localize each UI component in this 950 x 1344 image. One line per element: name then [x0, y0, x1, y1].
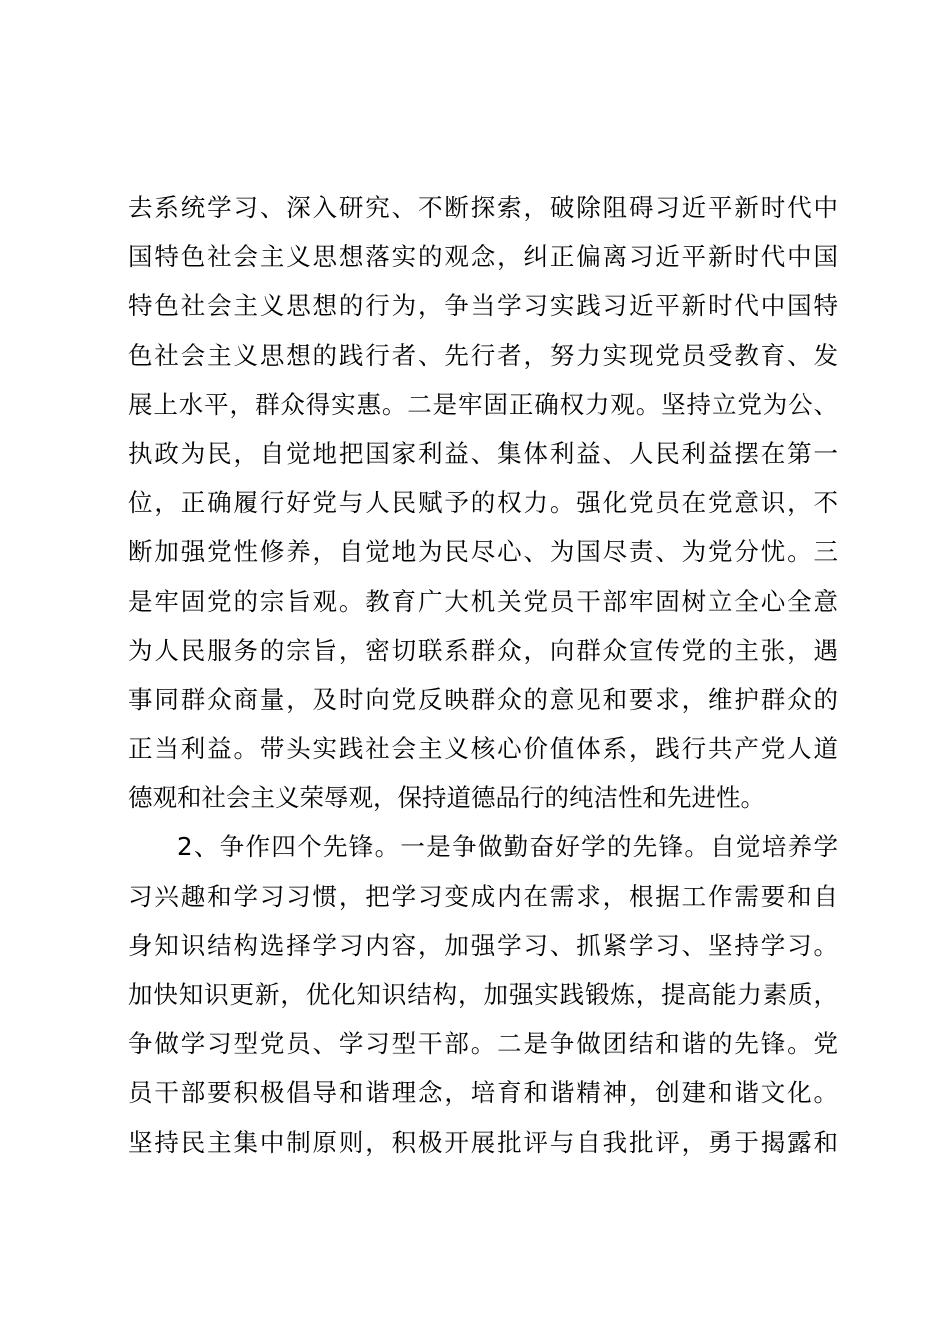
text-line: 色社会主义思想的践行者、先行者，努力实现党员受教育、发 — [128, 340, 838, 370]
text-line: 是牢固党的宗旨观。教育广大机关党员干部牢固树立全心全意 — [128, 586, 838, 616]
text-line: 坚持民主集中制原则，积极开展批评与自我批评，勇于揭露和 — [128, 1127, 838, 1157]
text-line: 位，正确履行好党与人民赋予的权力。强化党员在党意识，不 — [128, 488, 838, 518]
text-line: 去系统学习、深入研究、不断探索，破除阻碍习近平新时代中 — [128, 193, 838, 222]
text-line-paragraph-start: 2、争作四个先锋。一是争做勤奋好学的先锋。自觉培养学 — [177, 832, 838, 862]
text-line: 习兴趣和学习习惯，把学习变成内在需求，根据工作需要和自 — [128, 881, 838, 911]
text-line: 事同群众商量，及时向党反映群众的意见和要求，维护群众的 — [128, 684, 838, 714]
text-line: 争做学习型党员、学习型干部。二是争做团结和谐的先锋。党 — [128, 1029, 838, 1059]
text-line: 为人民服务的宗旨，密切联系群众，向群众宣传党的主张，遇 — [128, 635, 838, 665]
text-line: 身知识结构选择学习内容，加强学习、抓紧学习、坚持学习。 — [128, 930, 838, 960]
text-line: 断加强党性修养，自觉地为民尽心、为国尽责、为党分忧。三 — [128, 537, 838, 567]
text-line: 员干部要积极倡导和谐理念，培育和谐精神，创建和谐文化。 — [128, 1078, 838, 1108]
text-line-paragraph-end: 德观和社会主义荣辱观，保持道德品行的纯洁性和先进性。 — [128, 783, 765, 813]
text-line: 特色社会主义思想的行为，争当学习实践习近平新时代中国特 — [128, 291, 838, 321]
text-line: 执政为民，自觉地把国家利益、集体利益、人民利益摆在第一 — [128, 438, 838, 468]
text-line: 展上水平，群众得实惠。二是牢固正确权力观。坚持立党为公、 — [128, 389, 838, 419]
text-line: 加快知识更新，优化知识结构，加强实践锻炼，提高能力素质， — [128, 980, 838, 1009]
text-line: 国特色社会主义思想落实的观念，纠正偏离习近平新时代中国 — [128, 242, 838, 272]
text-line: 正当利益。带头实践社会主义核心价值体系，践行共产党人道 — [128, 734, 838, 764]
document-body — [128, 183, 838, 1167]
